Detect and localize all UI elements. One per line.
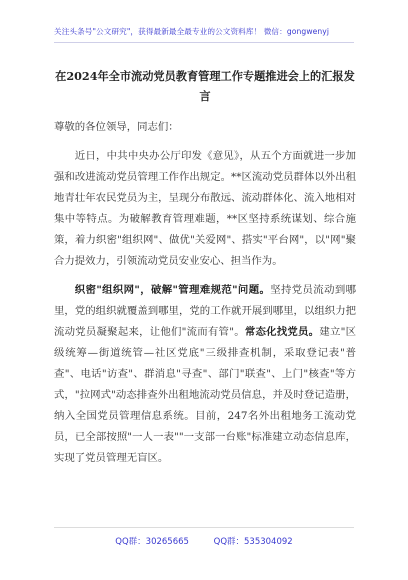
paragraph-2-text: 坚持党员流动到哪里，党的组织就覆盖到哪里，党的工作就开展到哪里，以组织力把流动党员凝聚起来，让他们"流而有管"。	[54, 284, 356, 338]
paragraph-2-subtext: 建立"区级统筹—街道统管—社区党底"三级排查机制，采取登记表"普查"、电话"访查"、群消息"寻查"、部门"联查"、上门"核查"等方式，"拉网式"动态排查外出租地流动党员信息，并及时登记造册，纳入全国党员管理信息系统。目前，247名外出租地务工流动党员，已全部按照"一人一表""一支部一台账"标准建立动态信息库，实现了党员管理无盲区。	[54, 326, 356, 464]
footer-qq-group-1: QQ群：30265665	[115, 537, 189, 547]
footer-qq-group-2: QQ群：535304092	[213, 537, 293, 547]
paragraph-2-heading: 织密"组织网"，破解"管理难规范"问题。	[74, 284, 271, 296]
footer-divider	[54, 527, 354, 528]
header-divider	[54, 42, 354, 43]
document-body	[54, 117, 356, 469]
header-promo-text: 关注头条号"公文研究"，获得最新最全最专业的公文资料库！ 微信：gongwenyj	[54, 27, 330, 36]
footer	[54, 535, 354, 547]
document-title: 在2024年全市流动党员教育管理工作专题推进会上的汇报发言	[55, 69, 355, 103]
salutation: 尊敬的各位领导，同志们：	[54, 121, 179, 133]
paragraph-2-subheading: 常态化找党员。	[244, 326, 320, 338]
paragraph-1: 近日，中共中央办公厅印发《意见》，从五个方面就进一步加强和改进流动党员管理工作作出规定。**区流动党员群体以外出租地青壮年农民党员为主，呈现分布散远、流动群体化、流入地相对集中等特点。为破解教育管理难题，**区坚持系统谋划、综合施策，着力织密"组织网"、做优"关爱网"、搭实"平台网"，以"网"聚合力提效力，引领流动党员安业安心、担当作为。	[54, 150, 356, 267]
paragraph-2	[54, 280, 356, 469]
